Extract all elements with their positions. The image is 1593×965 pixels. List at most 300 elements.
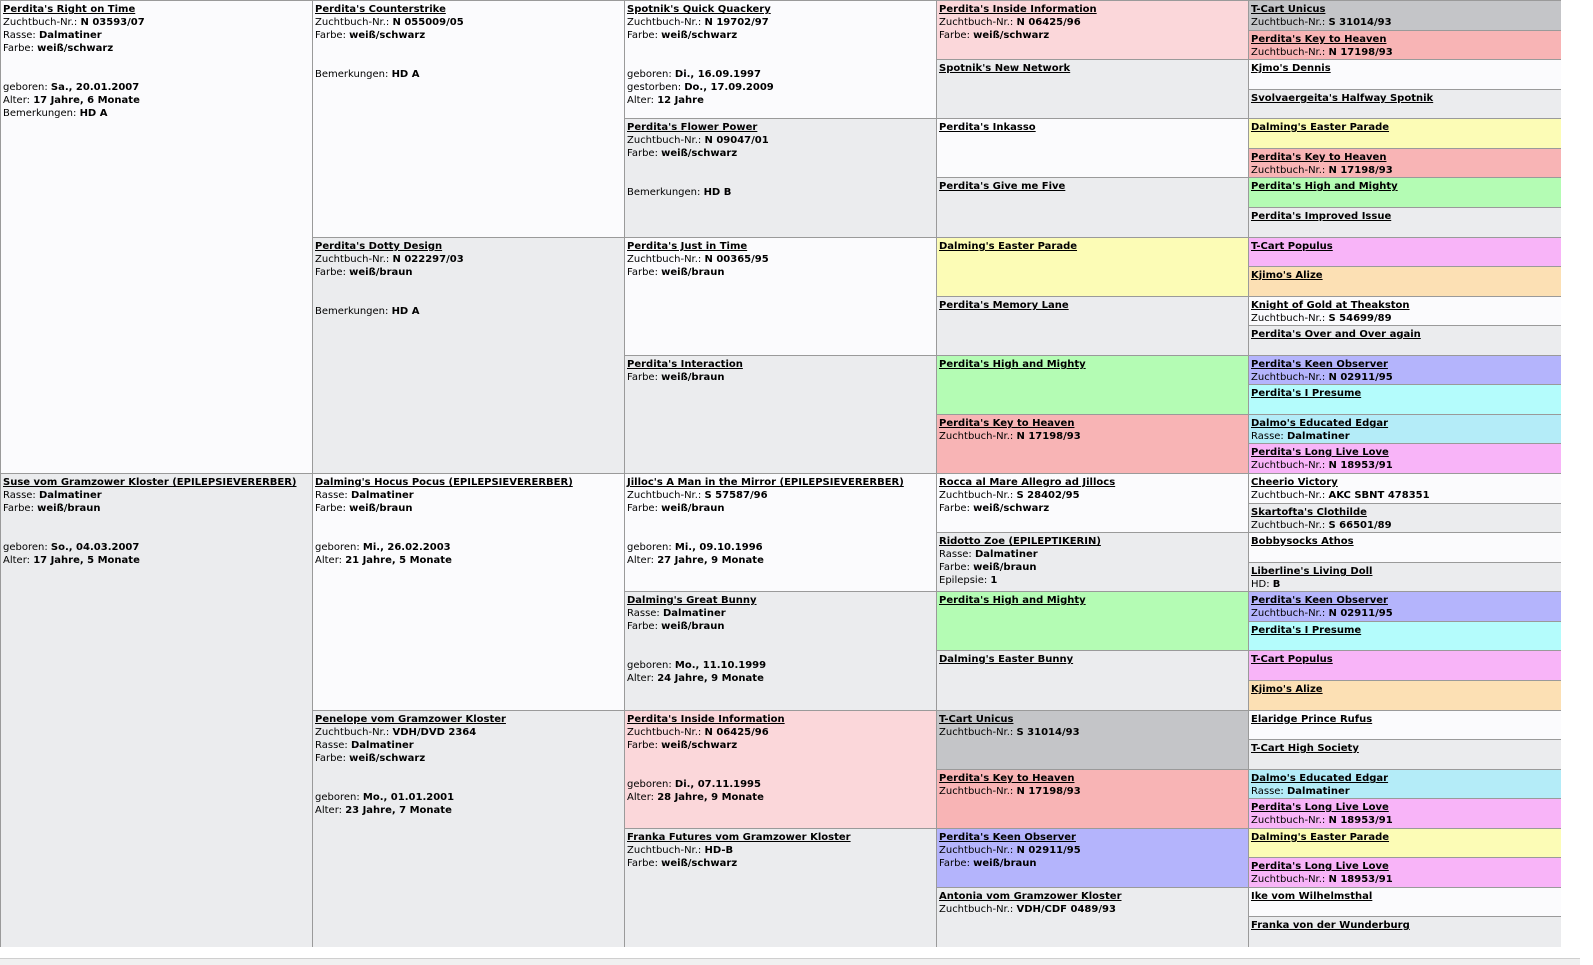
pedigree-cell-gen3: [624, 118, 937, 238]
field-zuchtbuch-nr: [1251, 164, 1559, 177]
pedigree-cell-gen5: [1248, 473, 1561, 504]
dog-name-link[interactable]: Perdita's Key to Heaven: [939, 418, 1075, 429]
field-zuchtbuch-nr: [627, 253, 935, 266]
field-label: Farbe:: [315, 503, 350, 514]
field-value: weiß/braun: [349, 267, 413, 278]
field-label: Zuchtbuch-Nr.:: [627, 490, 705, 501]
spacer: [3, 68, 311, 81]
pedigree-cell-gen5: [1248, 739, 1561, 770]
field-value: 17 Jahre, 5 Monate: [33, 555, 140, 566]
field-value: Mi., 09.10.1996: [674, 542, 763, 553]
pedigree-cell-gen5: [1248, 916, 1561, 947]
field-zuchtbuch-nr: [3, 16, 311, 29]
field-label: Zuchtbuch-Nr.:: [3, 17, 81, 28]
dog-name-link[interactable]: Rocca al Mare Allegro ad Jillocs: [939, 477, 1116, 488]
spacer: [315, 528, 623, 541]
dog-name-link[interactable]: Perdita's Over and Over again: [1251, 329, 1421, 340]
pedigree-cell-gen4: [936, 59, 1249, 119]
field-label: Zuchtbuch-Nr.:: [1251, 608, 1329, 619]
field-bemerkungen: [315, 305, 623, 318]
field-farbe: [3, 42, 311, 55]
field-zuchtbuch-nr: [939, 16, 1247, 29]
spacer: [3, 528, 311, 541]
field-geboren: [627, 541, 935, 554]
field-value: Mo., 01.01.2001: [362, 792, 455, 803]
field-label: Alter:: [315, 555, 346, 566]
field-farbe: [939, 29, 1247, 42]
field-label: HD:: [1251, 579, 1273, 590]
dog-name-link[interactable]: Perdita's I Presume: [1251, 388, 1362, 399]
field-value: weiß/braun: [973, 858, 1037, 869]
field-value: Sa., 20.01.2007: [50, 82, 140, 93]
pedigree-cell-gen4: [936, 769, 1249, 829]
field-rasse: [1251, 430, 1559, 443]
spacer: [627, 765, 935, 778]
spacer: [315, 515, 623, 528]
field-label: geboren:: [3, 542, 51, 553]
pedigree-cell-gen5: [1248, 296, 1561, 326]
field-label: Zuchtbuch-Nr.:: [315, 727, 393, 738]
field-value: 27 Jahre, 9 Monate: [657, 555, 764, 566]
field-label: Bemerkungen:: [627, 187, 704, 198]
dog-name-link[interactable]: Perdita's Counterstrike: [315, 4, 446, 15]
pedigree-cell-gen5: [1248, 562, 1561, 592]
field-zuchtbuch-nr: [1251, 489, 1559, 502]
field-zuchtbuch-nr: [1251, 459, 1559, 472]
pedigree-cell-gen5: [1248, 798, 1561, 829]
field-rasse: [3, 489, 311, 502]
pedigree-cell-gen1: [0, 0, 313, 474]
field-label: Farbe:: [627, 372, 662, 383]
field-value: Dalmatiner: [974, 549, 1038, 560]
field-label: Rasse:: [1251, 786, 1287, 797]
field-zuchtbuch-nr: [939, 903, 1247, 916]
field-value: N 17198/93: [1016, 431, 1081, 442]
field-value: N 19702/97: [704, 17, 769, 28]
field-value: HD A: [79, 108, 108, 119]
field-label: Zuchtbuch-Nr.:: [1251, 17, 1329, 28]
dog-name-link[interactable]: Ike vom Wilhelmsthal: [1251, 891, 1373, 902]
pedigree-cell-gen4: [936, 710, 1249, 770]
field-value: weiß/schwarz: [973, 30, 1050, 41]
spacer: [315, 279, 623, 292]
field-label: Farbe:: [315, 267, 350, 278]
field-value: weiß/braun: [661, 503, 725, 514]
field-zuchtbuch-nr: [315, 253, 623, 266]
dog-name-link[interactable]: Dalming's Easter Parade: [939, 241, 1078, 252]
dog-name-link[interactable]: Perdita's Inside Information: [939, 4, 1097, 15]
spacer: [627, 752, 935, 765]
field-value: weiß/schwarz: [661, 30, 738, 41]
dog-name-link[interactable]: Dalming's Easter Parade: [1251, 832, 1390, 843]
pedigree-cell-gen2: [312, 0, 625, 238]
field-label: Zuchtbuch-Nr.:: [627, 845, 705, 856]
field-farbe: [627, 371, 935, 384]
field-label: Zuchtbuch-Nr.:: [939, 17, 1017, 28]
field-zuchtbuch-nr: [627, 726, 935, 739]
pedigree-cell-gen4: [936, 828, 1249, 888]
field-zuchtbuch-nr: [1251, 873, 1559, 886]
field-alter: [627, 672, 935, 685]
dog-name-link[interactable]: Perdita's Keen Observer: [939, 832, 1076, 843]
pedigree-cell-gen5: [1248, 237, 1561, 267]
field-label: Zuchtbuch-Nr.:: [1251, 460, 1329, 471]
dog-name-link[interactable]: Elaridge Prince Rufus: [1251, 714, 1373, 725]
field-value: So., 04.03.2007: [50, 542, 140, 553]
field-value: N 09047/01: [704, 135, 769, 146]
dog-name-link[interactable]: Perdita's Flower Power: [627, 122, 758, 133]
dog-name-link[interactable]: Perdita's Inside Information: [627, 714, 785, 725]
field-label: geboren:: [315, 542, 363, 553]
pedigree-cell-gen3: [624, 710, 937, 829]
field-label: Zuchtbuch-Nr.:: [627, 254, 705, 265]
dog-name-link[interactable]: Perdita's Long Live Love: [1251, 802, 1389, 813]
dog-name-link[interactable]: Perdita's Improved Issue: [1251, 211, 1392, 222]
field-value: B: [1272, 579, 1281, 590]
field-zuchtbuch-nr: [627, 489, 935, 502]
field-label: Farbe:: [315, 30, 350, 41]
field-label: Zuchtbuch-Nr.:: [939, 786, 1017, 797]
dog-name-link[interactable]: Perdita's Dotty Design: [315, 241, 443, 252]
pedigree-cell-gen5: [1248, 769, 1561, 799]
field-farbe: [939, 502, 1247, 515]
field-label: Farbe:: [315, 753, 350, 764]
dog-name-link[interactable]: Perdita's Keen Observer: [1251, 595, 1388, 606]
field-alter: [315, 554, 623, 567]
field-label: Rasse:: [627, 608, 663, 619]
pedigree-cell-gen2: [312, 710, 625, 947]
field-rasse: [315, 739, 623, 752]
field-value: weiß/schwarz: [661, 858, 738, 869]
pedigree-cell-gen4: [936, 355, 1249, 415]
window-edge: [1580, 0, 1593, 965]
field-value: VDH/DVD 2364: [392, 727, 477, 738]
spacer: [627, 633, 935, 646]
spacer: [627, 160, 935, 173]
field-zuchtbuch-nr: [315, 726, 623, 739]
dog-name-link[interactable]: Dalming's Great Bunny: [627, 595, 757, 606]
pedigree-cell-gen5: [1248, 414, 1561, 444]
dog-name-link[interactable]: Perdita's I Presume: [1251, 625, 1362, 636]
field-value: 21 Jahre, 5 Monate: [345, 555, 452, 566]
pedigree-cell-gen5: [1248, 207, 1561, 238]
spacer: [3, 55, 311, 68]
dog-name-link[interactable]: Penelope vom Gramzower Kloster: [315, 714, 506, 725]
dog-name-link[interactable]: Cheerio Victory: [1251, 477, 1338, 488]
dog-name-link[interactable]: Kjmo's Dennis: [1251, 63, 1331, 74]
dog-name-link[interactable]: Dalming's Easter Parade: [1251, 122, 1390, 133]
field-label: Zuchtbuch-Nr.:: [627, 727, 705, 738]
field-zuchtbuch-nr: [1251, 519, 1559, 532]
field-label: Farbe:: [627, 148, 662, 159]
field-label: geboren:: [627, 69, 675, 80]
field-value: S 28402/95: [1016, 490, 1080, 501]
pedigree-cell-gen3: [624, 355, 937, 474]
field-value: N 06425/96: [1016, 17, 1081, 28]
dog-name-link[interactable]: Perdita's Inkasso: [939, 122, 1036, 133]
dog-name-link[interactable]: Dalmo's Educated Edgar: [1251, 418, 1389, 429]
field-farbe: [627, 739, 935, 752]
field-label: Zuchtbuch-Nr.:: [1251, 874, 1329, 885]
dog-name-link[interactable]: T-Cart Unicus: [1251, 4, 1326, 15]
dog-name-link[interactable]: T-Cart Unicus: [939, 714, 1014, 725]
pedigree-cell-gen3: [624, 0, 937, 119]
pedigree-cell-gen5: [1248, 384, 1561, 415]
field-label: Rasse:: [315, 740, 351, 751]
field-value: weiß/schwarz: [349, 753, 426, 764]
dog-name-link[interactable]: T-Cart Populus: [1251, 654, 1333, 665]
field-zuchtbuch-nr: [939, 785, 1247, 798]
pedigree-cell-gen5: [1248, 828, 1561, 858]
dog-name-link[interactable]: Franka von der Wunderburg: [1251, 920, 1410, 931]
dog-name-link[interactable]: Perdita's Key to Heaven: [1251, 152, 1387, 163]
field-farbe: [939, 561, 1247, 574]
field-value: S 31014/93: [1328, 17, 1392, 28]
pedigree-cell-gen4: [936, 591, 1249, 651]
pedigree-cell-gen5: [1248, 89, 1561, 119]
field-value: 28 Jahre, 9 Monate: [657, 792, 764, 803]
pedigree-cell-gen5: [1248, 710, 1561, 740]
pedigree-cell-gen3: [624, 591, 937, 711]
dog-name-link[interactable]: T-Cart High Society: [1251, 743, 1359, 754]
pedigree-cell-gen4: [936, 887, 1249, 947]
field-value: N 18953/91: [1328, 460, 1393, 471]
field-value: weiß/braun: [349, 503, 413, 514]
field-alter: [3, 94, 311, 107]
pedigree-cell-gen1: [0, 473, 313, 947]
field-zuchtbuch-nr: [1251, 16, 1559, 29]
field-alter: [627, 791, 935, 804]
field-zuchtbuch-nr: [627, 16, 935, 29]
field-value: HD A: [391, 69, 420, 80]
spacer: [315, 765, 623, 778]
field-label: Alter:: [627, 95, 658, 106]
field-label: gestorben:: [627, 82, 685, 93]
dog-name-link[interactable]: Perdita's Just in Time: [627, 241, 748, 252]
field-gestorben: [627, 81, 935, 94]
field-value: Do., 17.09.2009: [684, 82, 774, 93]
field-zuchtbuch-nr: [627, 134, 935, 147]
field-label: Zuchtbuch-Nr.:: [1251, 47, 1329, 58]
field-label: Farbe:: [627, 267, 662, 278]
field-value: Dalmatiner: [350, 490, 414, 501]
field-rasse: [627, 607, 935, 620]
field-label: Farbe:: [939, 30, 974, 41]
field-zuchtbuch-nr: [627, 844, 935, 857]
field-value: N 06425/96: [704, 727, 769, 738]
field-label: Zuchtbuch-Nr.:: [939, 490, 1017, 501]
dog-name-link[interactable]: Perdita's Right on Time: [3, 4, 136, 15]
field-value: weiß/schwarz: [349, 30, 426, 41]
field-bemerkungen: [315, 68, 623, 81]
dog-name-link[interactable]: Perdita's Long Live Love: [1251, 861, 1389, 872]
pedigree-cell-gen5: [1248, 0, 1561, 31]
dog-name-link[interactable]: Franka Futures vom Gramzower Kloster: [627, 832, 851, 843]
field-zuchtbuch-nr: [1251, 607, 1559, 620]
field-value: VDH/CDF 0489/93: [1016, 904, 1116, 915]
dog-name-link[interactable]: Kjimo's Alize: [1251, 270, 1323, 281]
field-label: Epilepsie:: [939, 575, 991, 586]
field-bemerkungen: [627, 186, 935, 199]
pedigree-cell-gen4: [936, 532, 1249, 592]
pedigree-cell-gen5: [1248, 325, 1561, 356]
field-rasse: [939, 548, 1247, 561]
field-value: AKC SBNT 478351: [1328, 490, 1430, 501]
field-label: Farbe:: [939, 858, 974, 869]
spacer: [315, 42, 623, 55]
dog-name-link[interactable]: Dalming's Hocus Pocus (EPILEPSIEVERERBER): [315, 477, 573, 488]
field-label: Farbe:: [939, 503, 974, 514]
spacer: [627, 515, 935, 528]
dog-name-link[interactable]: Jilloc's A Man in the Mirror (EPILEPSIEVERERBER): [627, 477, 904, 488]
field-label: Farbe:: [627, 740, 662, 751]
field-farbe: [627, 29, 935, 42]
spacer: [627, 55, 935, 68]
field-value: Dalmatiner: [38, 490, 102, 501]
dog-name-link[interactable]: Spotnik's Quick Quackery: [627, 4, 771, 15]
field-label: Alter:: [627, 555, 658, 566]
field-label: Zuchtbuch-Nr.:: [1251, 520, 1329, 531]
field-value: N 02911/95: [1328, 372, 1393, 383]
field-value: weiß/braun: [661, 621, 725, 632]
dog-name-link[interactable]: Knight of Gold at Theakston: [1251, 300, 1410, 311]
field-value: N 03593/07: [80, 17, 145, 28]
field-geboren: [627, 68, 935, 81]
dog-name-link[interactable]: Perdita's Key to Heaven: [939, 773, 1075, 784]
field-value: 24 Jahre, 9 Monate: [657, 673, 764, 684]
field-value: Di., 07.11.1995: [674, 779, 761, 790]
field-label: geboren:: [627, 660, 675, 671]
dog-name-link[interactable]: Skartofta's Clothilde: [1251, 507, 1367, 518]
field-value: Di., 16.09.1997: [674, 69, 761, 80]
field-value: HD-B: [704, 845, 734, 856]
horizontal-scrollbar[interactable]: [0, 958, 1580, 965]
pedigree-cell-gen5: [1248, 355, 1561, 385]
field-zuchtbuch-nr: [315, 16, 623, 29]
field-label: Zuchtbuch-Nr.:: [627, 17, 705, 28]
field-zuchtbuch-nr: [939, 726, 1247, 739]
field-zuchtbuch-nr: [1251, 814, 1559, 827]
field-label: Bemerkungen:: [315, 69, 392, 80]
field-farbe: [627, 147, 935, 160]
field-value: 17 Jahre, 6 Monate: [33, 95, 140, 106]
field-label: Rasse:: [1251, 431, 1287, 442]
field-value: weiß/braun: [37, 503, 101, 514]
dog-name-link[interactable]: T-Cart Populus: [1251, 241, 1333, 252]
field-value: N 17198/93: [1016, 786, 1081, 797]
field-value: Mo., 11.10.1999: [674, 660, 767, 671]
field-label: Zuchtbuch-Nr.:: [1251, 313, 1329, 324]
field-value: N 17198/93: [1328, 47, 1393, 58]
dog-name-link[interactable]: Bobbysocks Athos: [1251, 536, 1354, 547]
dog-name-link[interactable]: Perdita's High and Mighty: [939, 595, 1086, 606]
field-bemerkungen: [3, 107, 311, 120]
field-geboren: [627, 778, 935, 791]
pedigree-cell-gen2: [312, 473, 625, 711]
field-rasse: [315, 489, 623, 502]
dog-name-link[interactable]: Dalmo's Educated Edgar: [1251, 773, 1389, 784]
dog-name-link[interactable]: Ridotto Zoe (EPILEPTIKERIN): [939, 536, 1101, 547]
dog-name-link[interactable]: Suse vom Gramzower Kloster (EPILEPSIEVERERBER): [3, 477, 297, 488]
field-value: N 17198/93: [1328, 165, 1393, 176]
dog-name-link[interactable]: Liberline's Living Doll: [1251, 566, 1373, 577]
dog-name-link[interactable]: Perdita's Keen Observer: [1251, 359, 1388, 370]
field-zuchtbuch-nr: [939, 844, 1247, 857]
field-value: weiß/schwarz: [661, 740, 738, 751]
pedigree-cell-gen4: [936, 237, 1249, 297]
field-geboren: [3, 81, 311, 94]
dog-name-link[interactable]: Perdita's Memory Lane: [939, 300, 1069, 311]
field-value: N 02911/95: [1016, 845, 1081, 856]
field-label: geboren:: [627, 542, 675, 553]
field-label: Zuchtbuch-Nr.:: [1251, 490, 1329, 501]
pedigree-cell-gen5: [1248, 621, 1561, 651]
field-label: Zuchtbuch-Nr.:: [315, 254, 393, 265]
dog-name-link[interactable]: Dalming's Easter Bunny: [939, 654, 1074, 665]
pedigree-cell-gen3: [624, 473, 937, 592]
field-label: Zuchtbuch-Nr.:: [1251, 372, 1329, 383]
field-value: S 66501/89: [1328, 520, 1392, 531]
dog-name-link[interactable]: Spotnik's New Network: [939, 63, 1071, 74]
field-label: Zuchtbuch-Nr.:: [1251, 815, 1329, 826]
dog-name-link[interactable]: Perdita's High and Mighty: [1251, 181, 1398, 192]
dog-name-link[interactable]: Perdita's Give me Five: [939, 181, 1066, 192]
pedigree-cell-gen4: [936, 414, 1249, 474]
spacer: [315, 55, 623, 68]
dog-name-link[interactable]: Antonia vom Gramzower Kloster: [939, 891, 1122, 902]
field-label: Alter:: [627, 673, 658, 684]
pedigree-cell-gen5: [1248, 857, 1561, 888]
pedigree-cell-gen5: [1248, 532, 1561, 563]
field-label: Farbe:: [3, 503, 38, 514]
dog-name-link[interactable]: Perdita's High and Mighty: [939, 359, 1086, 370]
field-label: Bemerkungen:: [315, 306, 392, 317]
field-farbe: [315, 266, 623, 279]
dog-name-link[interactable]: Svolvaergeita's Halfway Spotnik: [1251, 93, 1434, 104]
pedigree-cell-gen5: [1248, 30, 1561, 60]
field-value: Mi., 26.02.2003: [362, 542, 451, 553]
field-label: Farbe:: [627, 30, 662, 41]
field-rasse: [1251, 785, 1559, 798]
dog-name-link[interactable]: Perdita's Long Live Love: [1251, 447, 1389, 458]
field-label: Alter:: [3, 95, 34, 106]
field-farbe: [627, 620, 935, 633]
field-label: geboren:: [3, 82, 51, 93]
field-value: Dalmatiner: [1286, 431, 1350, 442]
field-value: Dalmatiner: [38, 30, 102, 41]
field-zuchtbuch-nr: [939, 489, 1247, 502]
field-value: S 57587/96: [704, 490, 768, 501]
field-value: N 18953/91: [1328, 874, 1393, 885]
field-label: Zuchtbuch-Nr.:: [939, 904, 1017, 915]
pedigree-cell-gen4: [936, 473, 1249, 533]
pedigree-cell-gen4: [936, 118, 1249, 178]
field-value: Dalmatiner: [350, 740, 414, 751]
field-label: Alter:: [315, 805, 346, 816]
dog-name-link[interactable]: Kjimo's Alize: [1251, 684, 1323, 695]
field-value: N 055009/05: [392, 17, 464, 28]
dog-name-link[interactable]: Perdita's Key to Heaven: [1251, 34, 1387, 45]
pedigree-cell-gen5: [1248, 266, 1561, 297]
field-value: N 00365/95: [704, 254, 769, 265]
field-label: Zuchtbuch-Nr.:: [939, 727, 1017, 738]
field-zuchtbuch-nr: [1251, 46, 1559, 59]
field-geboren: [3, 541, 311, 554]
field-value: S 31014/93: [1016, 727, 1080, 738]
dog-name-link[interactable]: Perdita's Interaction: [627, 359, 743, 370]
field-label: Zuchtbuch-Nr.:: [1251, 165, 1329, 176]
pedigree-cell-gen5: [1248, 887, 1561, 917]
